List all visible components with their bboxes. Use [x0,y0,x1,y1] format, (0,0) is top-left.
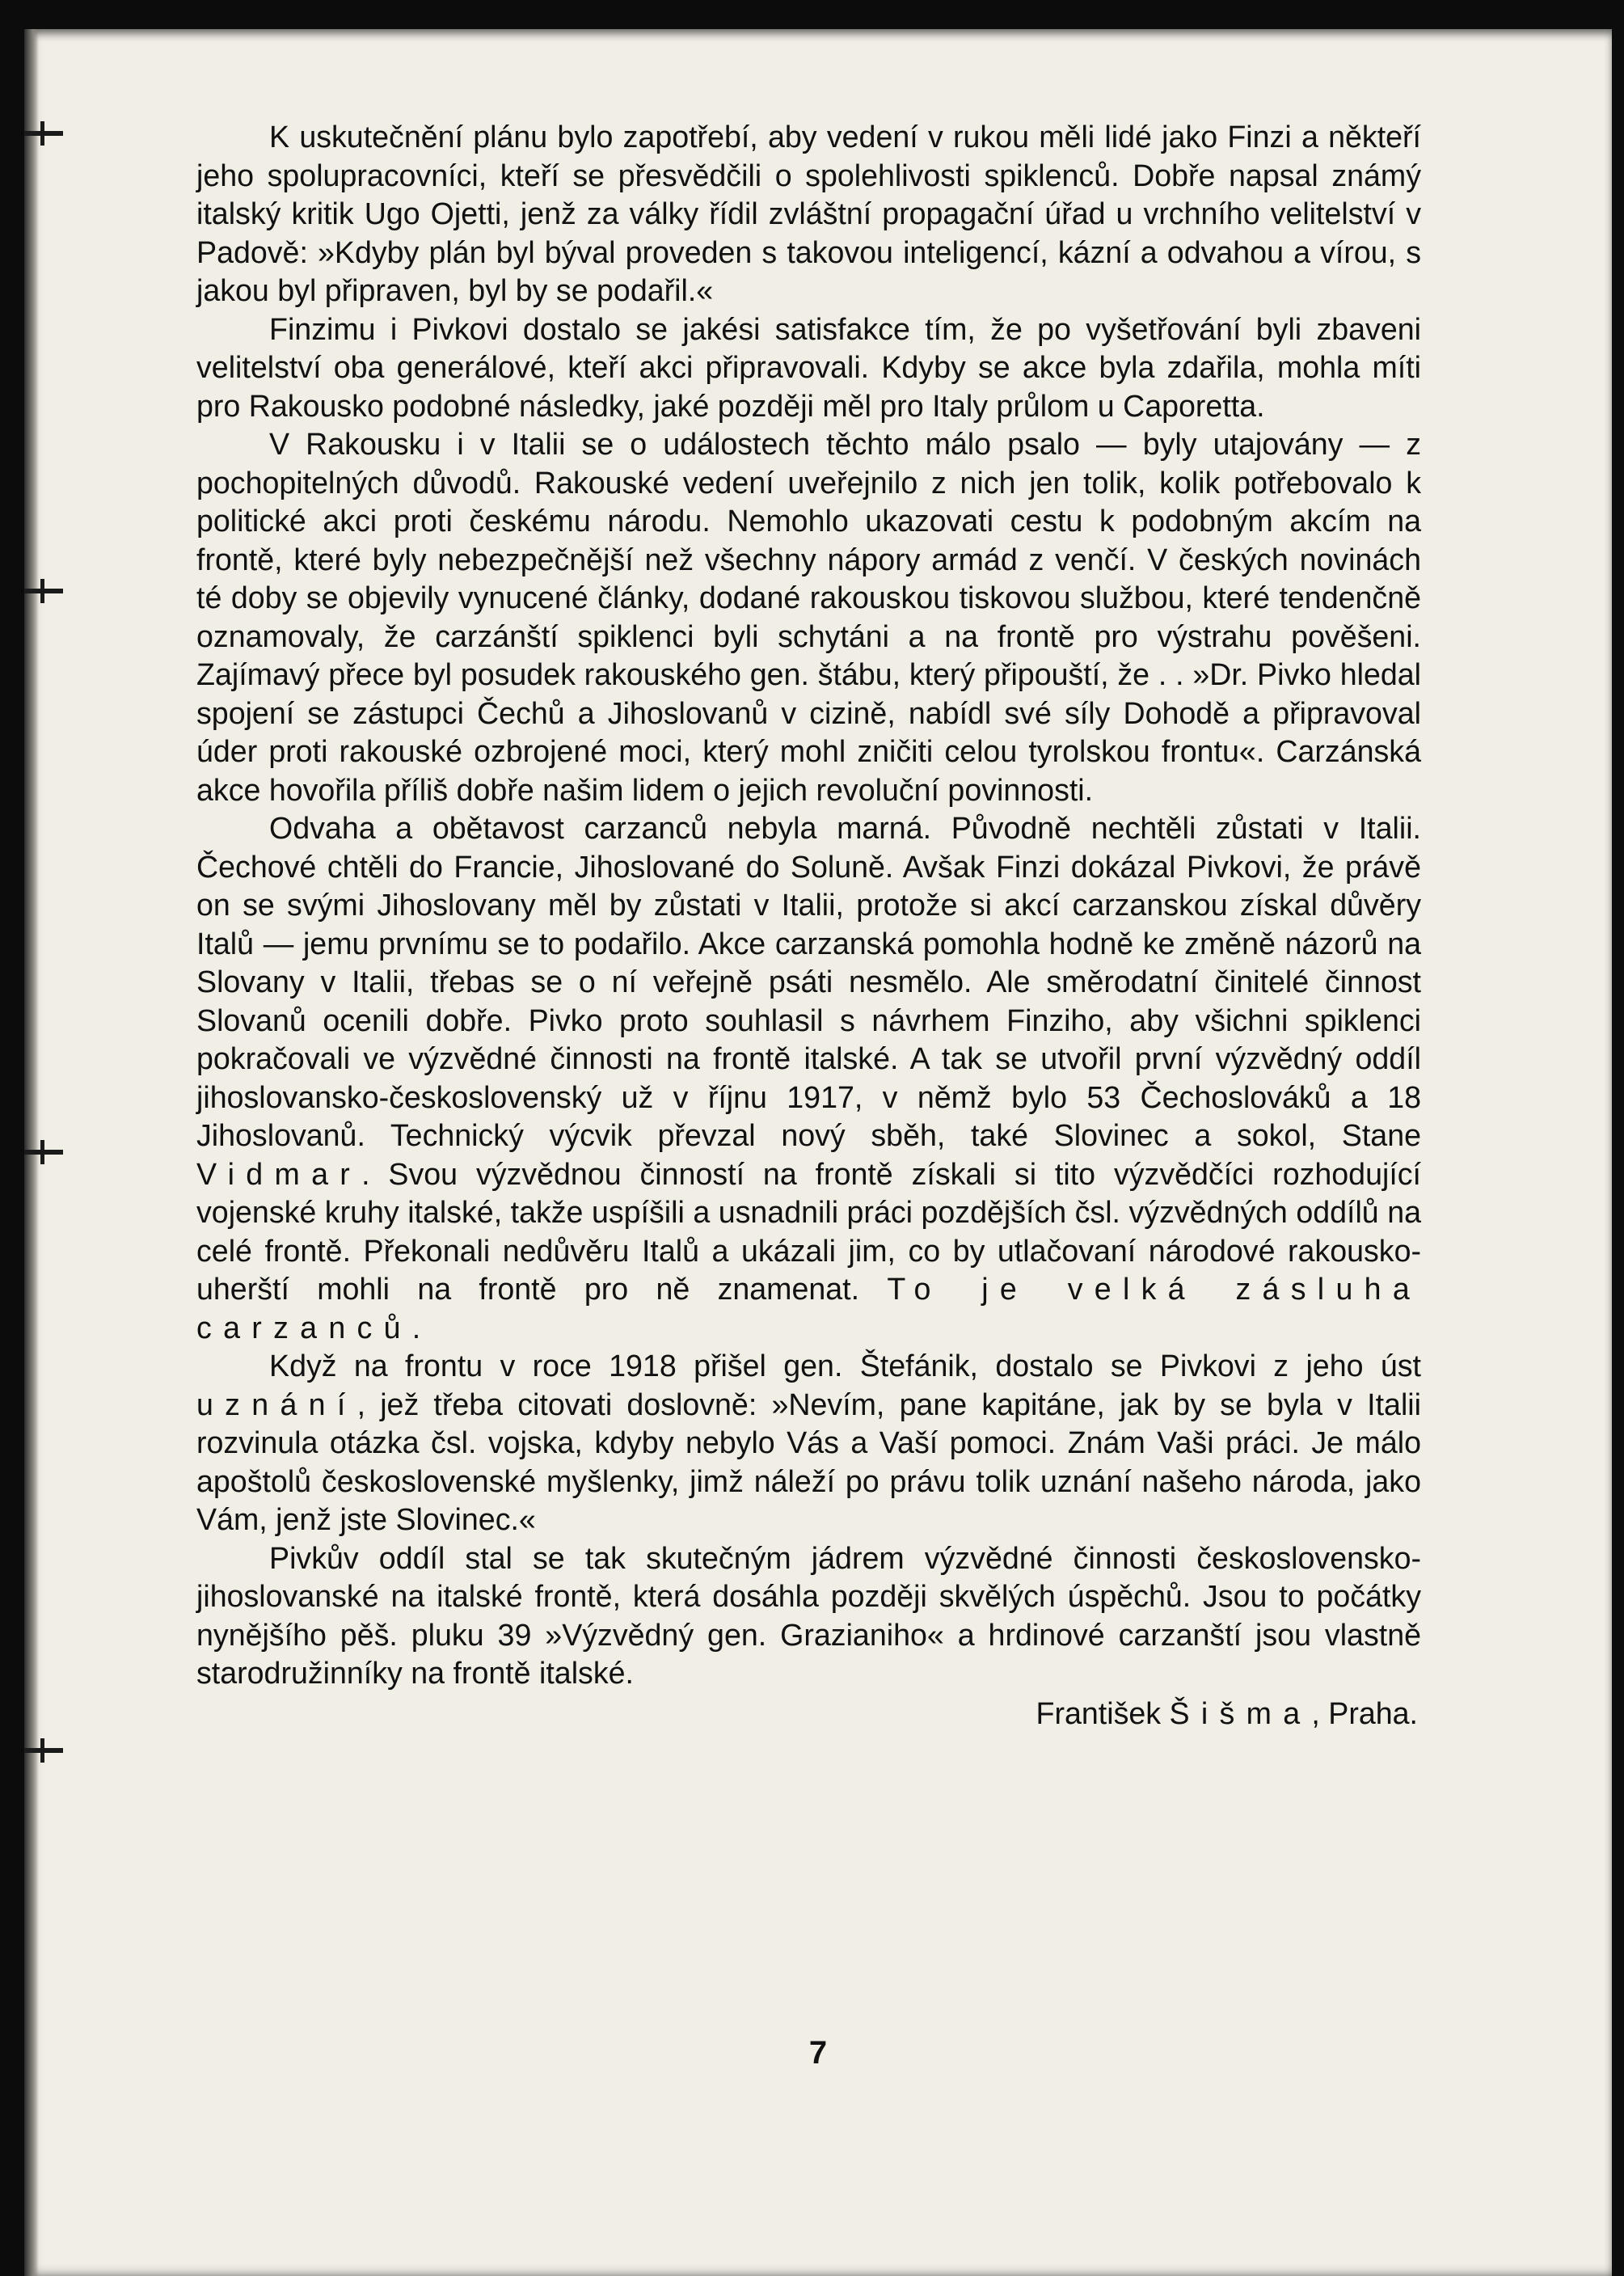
paragraph [196,1347,1421,1539]
paragraph: Pivkův oddíl stal se tak skutečným jádrem výzvědné činnosti československo-jihoslovanské na italské frontě, která dosáhla později skvělých úspěchů. Jsou to počátky nynějšího pěš. pluku 39 »Výzvědný gen. Grazianiho« a hrdinové carzanští jsou vlastně starodružinníky na frontě italské. [196,1540,1421,1690]
binding-thread-mark [24,585,70,597]
paragraph-text: Odvaha a obětavost carzanců nebyla marná. Původně nechtěli zůstati v Italii. Čechové chtěli do Francie, Jihoslované do Soluně. Avšak Finzi dokázal Pivkovi, že právě on se svými Jihoslovany měl by zůstati v Italii, protože si akcí carzanskou získal důvěry Italů — jemu prvnímu se to podařilo. Akce carzanská pomohla hodně ke změně názorů na Slovany v Italii, třebas se o ní veřejně psáti nesmělo. Ale směrodatní činitelé činnost Slovanů ocenili dobře. Pivko proto souhlasil s návrhem Finziho, aby všichni spiklenci pokračovali ve výzvědné činnosti na frontě italské. A tak se utvořil první výzvědný oddíl jihoslovansko-československý už v říjnu 1917, v němž bylo 53 Čechoslováků a 18 Jihoslovanů. Technický výcvik převzal nový sběh, také Slovinec a sokol, Stane [196,811,1421,1152]
paragraph: K uskutečnění plánu bylo zapotřebí, aby vedení v rukou měli lidé jako Finzi a někteří jeho spolupracovníci, kteří se přesvědčili o spolehlivosti spiklenců. Dobře napsal známý italský kritik Ugo Ojetti, jenž za války řídil zvláštní propagační úřad u vrchního velitelství v Padově: »Kdyby plán byl býval proveden s takovou inteligencí, kázní a odvahou a vírou, s jakou byl připraven, byl by se podařil.« [196,120,1421,307]
page-number: 7 [808,2035,828,2071]
paragraph: V Rakousku i v Italii se o událostech těchto málo psalo — byly utajovány — z pochopitelných důvodů. Rakouské vedení uveřejnilo z nich jen tolik, kolik potřebovalo k politické akci proti českému národu. Nemohlo ukazovati cestu k podobným akcím na frontě, které byly nebezpečnější než všechny nápory armád z venčí. V českých novinách té doby se objevily vynucené články, dodané rakouskou tiskovou službou, které tendenčně oznamovaly, že carzánští spiklenci byli schytáni a na frontě pro výstrahu pověšeni. Zajímavý přece byl posudek rakouského gen. štábu, který připouští, že . . »Dr. Pivko hledal spojení se zástupci Čechů a Jihoslovanů v cizině, nabídl své síly Dohodě a připravoval úder proti rakouské ozbrojené moci, který mohl zničiti celou tyrolskou frontu«. Carzánská akce hovořila příliš dobře našim lidem o jejich revoluční povinnosti. [196,427,1421,807]
binding-thread-mark [24,128,70,139]
author-first-name: František [1036,1695,1162,1730]
binding-thread-mark [24,1146,70,1158]
author-place: , Praha. [1311,1695,1418,1730]
paragraph-text: Když na frontu v roce 1918 přišel gen. Štefánik, dostalo se Pivkovi z jeho úst [269,1349,1421,1383]
emphasized-name: Vidmar [196,1156,362,1191]
paragraph-text: . Svou výzvědnou činností na frontě získali si tito výzvědčíci rozhodující vojenské kruhy italské, takže uspíšili a usnadnili práci pozdějších čsl. výzvědných oddílů na celé frontě. Překonali nedůvěru Italů a ukázali jim, co by utlačovaní národové rakousko-uherští mohli na frontě pro ně znamenat. [196,1156,1421,1306]
document-page [24,29,1612,2276]
author-surname: Šišma [1169,1695,1312,1730]
binding-thread-mark [24,1745,70,1756]
emphasized-sentence: To je velká zásluha carzanců. [196,1272,1422,1345]
paragraph: Finzimu i Pivkovi dostalo se jakési satisfakce tím, že po vyšetřování byli zbaveni velitelství oba generálové, kteří akci připravovali. Kdyby se akce byla zdařila, mohla míti pro Rakousko podobné následky, jaké později měl pro Italy průlom u Caporetta. [196,311,1421,423]
article-body [196,118,1421,1733]
author-signature [196,1695,1421,1733]
paragraph-text: , jež třeba citovati doslovně: »Nevím, pane kapitáne, jak by se byla v Italii rozvinula otázka čsl. vojska, kdyby nebylo Vás a Vaší pomoci. Znám Vaši práci. Je málo apoštolů československé myšlenky, jimž náleží po právu tolik uznání našeho národa, jako Vám, jenž jste Slovinec.« [196,1387,1421,1536]
emphasized-word: uznání [196,1387,357,1421]
paragraph [196,809,1421,1347]
